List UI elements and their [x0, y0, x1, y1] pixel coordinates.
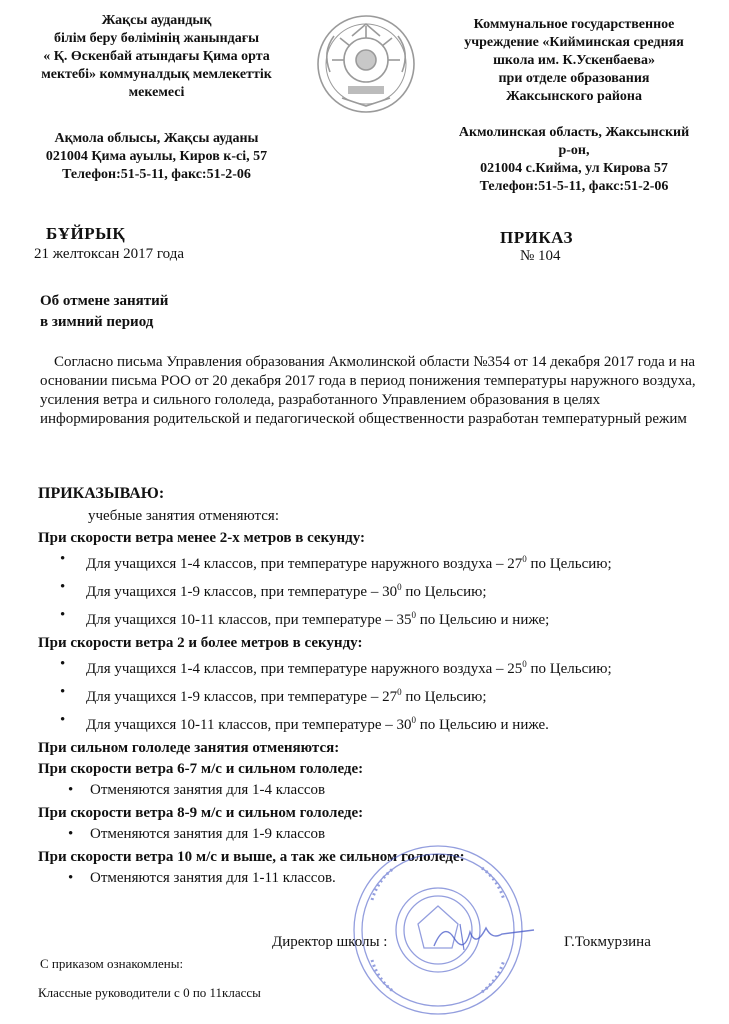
address-line: 021004 с.Кийма, ул Кирова 57 [480, 161, 668, 176]
address-line: Акмолинская область, Жаксынский [458, 125, 690, 140]
list-item: • Отменяются занятия для 1-11 классов. [90, 869, 708, 888]
list-item: • Отменяются занятия для 1-9 классов [90, 825, 708, 844]
address-line: Телефон:51-5-11, факс:51-2-06 [479, 179, 669, 194]
header-right-line: школа им. К.Ускенбаева» [493, 53, 655, 68]
header-right-russian [430, 16, 718, 196]
subject-line: Об отмене занятий [40, 293, 169, 309]
list-item: • Отменяются занятия для 1-4 классов [90, 781, 708, 800]
order-number: № 104 [520, 248, 561, 264]
list-item: • Для учащихся 1-4 классов, при температуре наружного воздуха – $27^0$ по Цельсию; [86, 550, 708, 574]
order-subject [40, 291, 168, 333]
intro-paragraph: Согласно письма Управления образования Акмолинской области №354 от 14 декабря 2017 года и на основании письма РОО от 20 декабря 2017 года в период понижения температуры наружного воздуха, усиления ветра и сильного гололеда, разработанного Управлением образования в целях информирования родительской и педагогической общественности разработан температурный режим [40, 354, 696, 427]
section-heading: При скорости ветра менее 2-х метров в секунду: [38, 530, 366, 546]
section-heading: При скорости ветра 10 м/с и выше, а так же сильном гололеде: [38, 849, 465, 865]
cancel-note: учебные занятия отменяются: [88, 508, 279, 524]
address-line: р-он, [558, 143, 590, 158]
acknowledged-label: С приказом ознакомлены: [40, 956, 184, 971]
subject-line: в зимний период [40, 314, 154, 330]
list-item: • Для учащихся 10-11 классов, при температуре – $30^0$ по Цельсию и ниже. [86, 711, 708, 735]
address-line: 021004 Қима ауылы, Киров к-сі, 57 [45, 149, 268, 164]
signature-icon [430, 918, 540, 954]
section-heading: При сильном гололеде занятия отменяются: [38, 740, 340, 756]
order-body [38, 528, 708, 892]
header-right-address [430, 124, 718, 196]
list-item: • Для учащихся 1-4 классов, при температуре наружного воздуха – $25^0$ по Цельсию; [86, 655, 708, 679]
list-item: • Для учащихся 1-9 классов, при температуре – $27^0$ по Цельсию; [86, 683, 708, 707]
order-word-russian: ПРИКАЗ [500, 228, 573, 247]
header-left-line: мектебі» коммуналдық мемлекеттік [41, 67, 272, 82]
section-heading: При скорости ветра 6-7 м/с и сильном гололеде: [38, 761, 364, 777]
header-right-line: Жаксынского района [506, 89, 642, 104]
header-right-line: при отделе образования [498, 71, 650, 86]
director-name: Г.Токмурзина [564, 934, 651, 950]
header-left-line: мекемесі [128, 85, 185, 100]
list-item: • Для учащихся 1-9 классов, при температуре – $30^0$ по Цельсию; [86, 578, 708, 602]
header-left-line: білім беру бөлімінің жанындағы [53, 31, 260, 46]
header-left-line: « Қ. Өскенбай атындағы Қима орта [43, 49, 270, 64]
director-title: Директор школы : [272, 934, 388, 950]
rule-list [38, 781, 708, 800]
teachers-line: Классные руководители с 0 по 11классы [38, 985, 261, 1000]
order-date: 21 желтоксан 2017 года [34, 246, 184, 262]
order-word-kazakh: БҰЙРЫҚ [46, 224, 126, 243]
list-item: • Для учащихся 10-11 классов, при температуре – $35^0$ по Цельсию и ниже; [86, 606, 708, 630]
section-heading: При скорости ветра 8-9 м/с и сильном гололеде: [38, 805, 364, 821]
state-emblem-icon [312, 12, 420, 116]
rule-list [38, 550, 708, 630]
address-line: Телефон:51-5-11, факс:51-2-06 [62, 167, 251, 182]
header-right-line: учреждение «Кийминская средняя [464, 35, 684, 50]
header-right-line: Коммунальное государственное [473, 17, 675, 32]
rule-list [38, 655, 708, 735]
section-heading: При скорости ветра 2 и более метров в секунду: [38, 635, 363, 651]
address-line: Ақмола облысы, Жақсы ауданы [54, 131, 259, 146]
header-left-line: Жақсы аудандық [101, 13, 212, 28]
header-left-kazakh [14, 12, 299, 184]
header-left-address [14, 130, 299, 184]
order-directive: ПРИКАЗЫВАЮ: [38, 485, 165, 502]
